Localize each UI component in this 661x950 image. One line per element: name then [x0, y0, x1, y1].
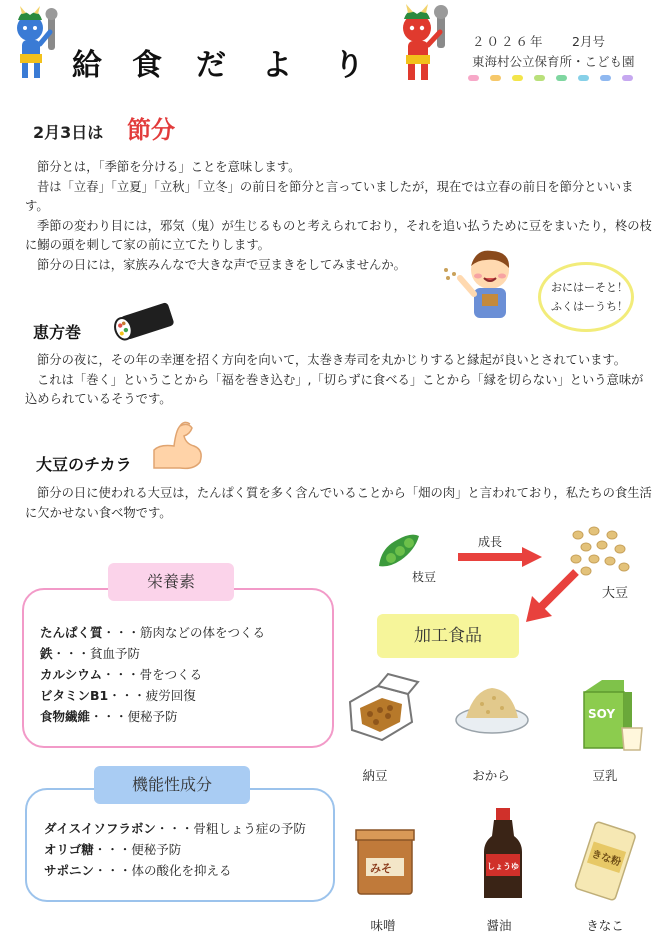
daizu-label: 大豆 [602, 586, 629, 601]
title-char-5: り [334, 48, 364, 83]
food-label-natto: 納豆 [362, 768, 388, 783]
color-dot [534, 75, 545, 81]
kinako-icon [570, 820, 640, 904]
setsubun-title: 節分 [127, 116, 175, 144]
issue-month: 2月号 [572, 34, 605, 49]
blue-oni-illustration [8, 6, 60, 81]
okara-icon [454, 680, 530, 736]
color-dot [512, 75, 523, 81]
soy-milk-icon [578, 676, 646, 756]
food-label-okara: おから [472, 768, 510, 783]
miso-package-label: みそ [370, 862, 392, 875]
setsubun-paragraph: 節分の日には，家族みんなで大きな声で豆まきをしてみませんか。 [37, 257, 406, 272]
setsubun-paragraph: 季節の変わり目には，邪気（鬼）が生じるものと考えられており，それを追い払うために豆をまいたり，柊の枝に鰯の頭を刺して家の前に立てたりします。 [25, 218, 652, 252]
setsubun-text [25, 158, 653, 275]
color-dot [600, 75, 611, 81]
list-item: ビタミンB1・・・疲労回復 [40, 688, 196, 703]
title-char-2: 食 [132, 48, 162, 83]
list-item: 食物繊維・・・便秘予防 [40, 709, 178, 724]
soy-sauce-label: しょうゆ [487, 862, 519, 871]
functional-title: 機能性成分 [94, 766, 250, 804]
edamame-icon [375, 528, 423, 572]
food-label-soy-sauce: 醤油 [486, 918, 512, 933]
food-label-miso: 味噌 [370, 918, 396, 933]
title-char-4: よ [262, 48, 292, 83]
ehomaki-text [25, 351, 653, 410]
food-label-soy-milk: 豆乳 [592, 768, 618, 783]
organization-name: 東海村公立保育所・こども園 [472, 54, 635, 69]
title-char-1: 給 [72, 48, 102, 83]
processed-foods-title: 加工食品 [377, 614, 519, 658]
color-dot [578, 75, 589, 81]
list-item: サポニン・・・体の酸化を抑える [44, 863, 232, 878]
natto-icon [342, 672, 420, 744]
setsubun-paragraph: 昔は「立春」「立夏」「立秋」「立冬」の前日を節分と言っていましたが，現在では立春の前日を節分といいます。 [25, 179, 634, 213]
speech-bubble-line-2: ふくはーうち！ [551, 300, 628, 313]
soy-sauce-icon [478, 806, 528, 904]
muscle-arm-icon [150, 420, 208, 472]
list-item: カルシウム・・・骨をつくる [40, 667, 203, 682]
processing-arrow-icon [522, 568, 580, 626]
list-item: オリゴ糖・・・便秘予防 [44, 842, 182, 857]
list-item: たんぱく質・・・筋肉などの体をつくる [40, 625, 266, 640]
ehomaki-heading: 恵方巻 [33, 323, 82, 342]
setsubun-paragraph: 節分とは，「季節を分ける」ことを意味します。 [37, 160, 301, 174]
issue-year: ２０２６年 [472, 34, 545, 49]
soy-carton-label: SOY [588, 707, 616, 721]
color-dot [556, 75, 567, 81]
miso-icon [350, 820, 420, 898]
ehomaki-sushi-roll-icon [108, 300, 180, 342]
boy-bean-throwing-illustration [440, 248, 530, 323]
growth-arrow-icon [458, 546, 544, 568]
growth-label: 成長 [478, 535, 503, 549]
kinako-package-label: きな粉 [590, 848, 623, 869]
color-dot [468, 75, 479, 81]
setsubun-date: 2月3日は [33, 123, 104, 142]
color-dot [622, 75, 633, 81]
daizu-paragraph: 節分の日に使われる大豆は，たんぱく質を多く含んでいることから「畑の肉」と言われており，私たちの食生活に欠かせない食べ物です。 [25, 486, 652, 520]
ehomaki-paragraph: これは「巻く」ということから「福を巻き込む」,「切らずに食べる」ことから「縁を切らない」という意味が込められているそうです。 [25, 372, 644, 406]
color-dot [490, 75, 501, 81]
food-label-kinako: きなこ [586, 918, 624, 933]
functional-list [44, 818, 306, 881]
speech-bubble-line-1: おにはーそと！ [551, 281, 628, 294]
title-char-3: だ [196, 48, 226, 83]
nutrients-list [40, 622, 265, 727]
ehomaki-paragraph: 節分の夜に，その年の幸運を招く方向を向いて，太巻き寿司を丸かじりすると縁起が良いとされています。 [37, 353, 627, 367]
nutrients-title: 栄養素 [108, 563, 234, 601]
daizu-heading: 大豆のチカラ [36, 455, 132, 474]
red-oni-illustration [393, 4, 455, 84]
edamame-label: 枝豆 [412, 570, 437, 584]
list-item: ダイスイソフラボン・・・骨粗しょう症の予防 [44, 821, 306, 836]
speech-bubble [538, 262, 634, 332]
list-item: 鉄・・・貧血予防 [40, 646, 141, 661]
